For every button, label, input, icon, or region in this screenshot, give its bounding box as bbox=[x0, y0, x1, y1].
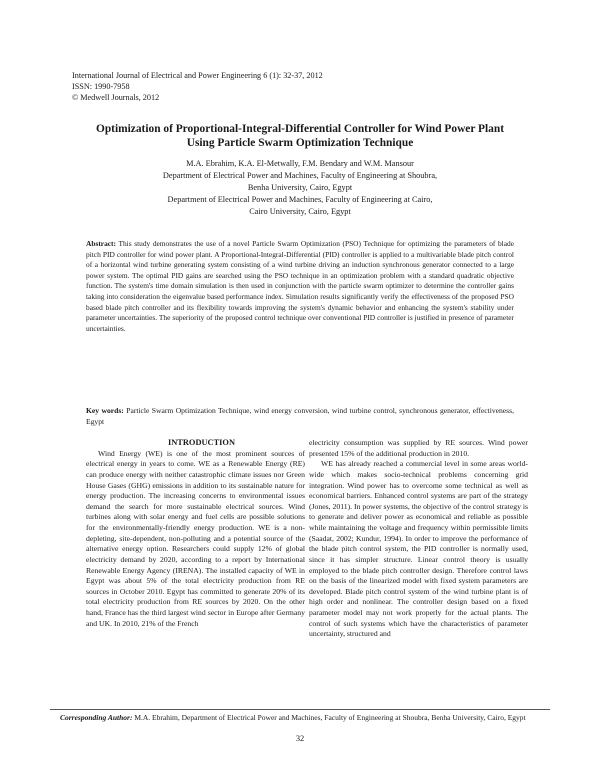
intro-paragraph-2: WE has already reached a commercial level in some areas world-wide which makes socio-technical problems concerning grid integration. Wind power has to overcome some technical as well as economical barriers. Enhanced control systems are part of the strategy (Jones, 2011). In power systems, the objective of the control strategy is to generate and deliver power as economical and reliable as possible while maintaining the voltage and frequency within permissible limits (Saadat, 2002; Kundur, 1994). In order to improve the performance of the blade pitch control system, the PID controller is normally used, since it has simpler structure. Linear control theory is usually employed to the blade pitch controller design. Therefore control laws on the basis of the linearized model with fixed system parameters are developed. Blade pitch control system of the wind turbine plant is of high order and nonlinear. The controller design based on a fixed parameter model may not work properly for the actual plants. The control of such systems which have the characteristics of parameter uncertainty, structured and bbox=[309, 459, 528, 639]
corresponding-author bbox=[60, 712, 530, 723]
corresponding-author-label: Corresponding Author: bbox=[60, 713, 133, 722]
author-block bbox=[80, 158, 520, 218]
abstract-label: Abstract: bbox=[86, 239, 116, 248]
page-number: 32 bbox=[295, 734, 305, 743]
footnote-divider bbox=[50, 709, 550, 710]
left-column bbox=[86, 438, 305, 629]
keywords-label: Key words: bbox=[86, 406, 124, 415]
journal-header bbox=[72, 70, 323, 103]
right-column bbox=[309, 438, 528, 640]
section-heading-introduction: INTRODUCTION bbox=[167, 438, 235, 447]
affiliation-1-line-1: Department of Electrical Power and Machines, Faculty of Engineering at Shoubra, bbox=[162, 171, 438, 180]
journal-citation: International Journal of Electrical and Power Engineering 6 (1): 32-37, 2012 bbox=[72, 71, 323, 80]
keywords bbox=[86, 406, 514, 427]
affiliation-1-line-2: Benha University, Cairo, Egypt bbox=[247, 183, 353, 192]
abstract bbox=[86, 239, 514, 334]
journal-copyright: © Medwell Journals, 2012 bbox=[72, 93, 160, 102]
intro-paragraph-1: Wind Energy (WE) is one of the most prominent sources of electrical energy in years to come. WE as a Renewable Energy (RE) can produce energy with neither catastrophic climate issues nor Green House Gases (GHG) emissions in addition to its sustainable nature for energy production. The increasing concerns to environmental issues demand the search for more sustainable electrical sources. Wind turbines along with solar energy and fuel cells are possible solutions for the environmentally-friendly energy production. WE is a non-depleting, site-dependent, non-polluting and a potential source of the alternative energy option. Researchers could supply 12% of global electricity demand by 2020, according to a report by International Renewable Energy Agency (IRENA). The installed capacity of WE in Egypt was about 5% of the total electricity production from RE sources in October 2010. Egypt has committed to generate 20% of its total electricity production from RE sources by 2020. On the other hand, France has the third largest wind sector in Europe after Germany and UK. In 2010, 21% of the French bbox=[86, 448, 305, 628]
journal-issn: ISSN: 1990-7958 bbox=[72, 82, 130, 91]
author-names: M.A. Ebrahim, K.A. El-Metwally, F.M. Bendary and W.M. Mansour bbox=[186, 159, 414, 168]
abstract-text: This study demonstrates the use of a novel Particle Swarm Optimization (PSO) Technique for optimizing the parameters of blade pitch PID controller for wind power plant. A Proportional-Integral-Differential (PID) controller is applied to a multivariable blade pitch control of a horizontal wind turbine generating system consisting of a wind turbine driving an induction synchronous generator connected to a large power system. The optimal PID gains are searched using the PSO technique in an optimization problem with a standard quadratic objective function. The system's time domain simulation is then used in conjunction with the particle swarm optimizer to determine the controller gains taking into consideration the eigenvalue based performance index. Simulation results significantly verify the effectiveness of the proposed PSO based blade pitch controller and its flexibility towards improving the system's dynamic behavior and enhancing the system's stability under parameter uncertainties. The superiority of the proposed control technique over conventional PID controller is justified in presence of parameter uncertainties. bbox=[86, 239, 514, 333]
paper-title: Optimization of Proportional-Integral-Differential Controller for Wind Power Plant Using Particle Swarm Optimization Technique bbox=[95, 123, 505, 149]
corresponding-author-text: M.A. Ebrahim, Department of Electrical Power and Machines, Faculty of Engineering at Shoubra, Benha University, Cairo, Egypt bbox=[134, 713, 526, 722]
affiliation-2-line-1: Department of Electrical Power and Machines, Faculty of Engineering at Cairo, bbox=[167, 195, 433, 204]
affiliation-2-line-2: Cairo University, Cairo, Egypt bbox=[249, 207, 351, 216]
intro-paragraph-1-continued: electricity consumption was supplied by RE sources. Wind power presented 15% of the additional production in 2010. bbox=[309, 438, 528, 458]
keywords-text: Particle Swarm Optimization Technique, wind energy conversion, wind turbine control, synchronous generator, effectiveness, Egypt bbox=[86, 406, 514, 426]
